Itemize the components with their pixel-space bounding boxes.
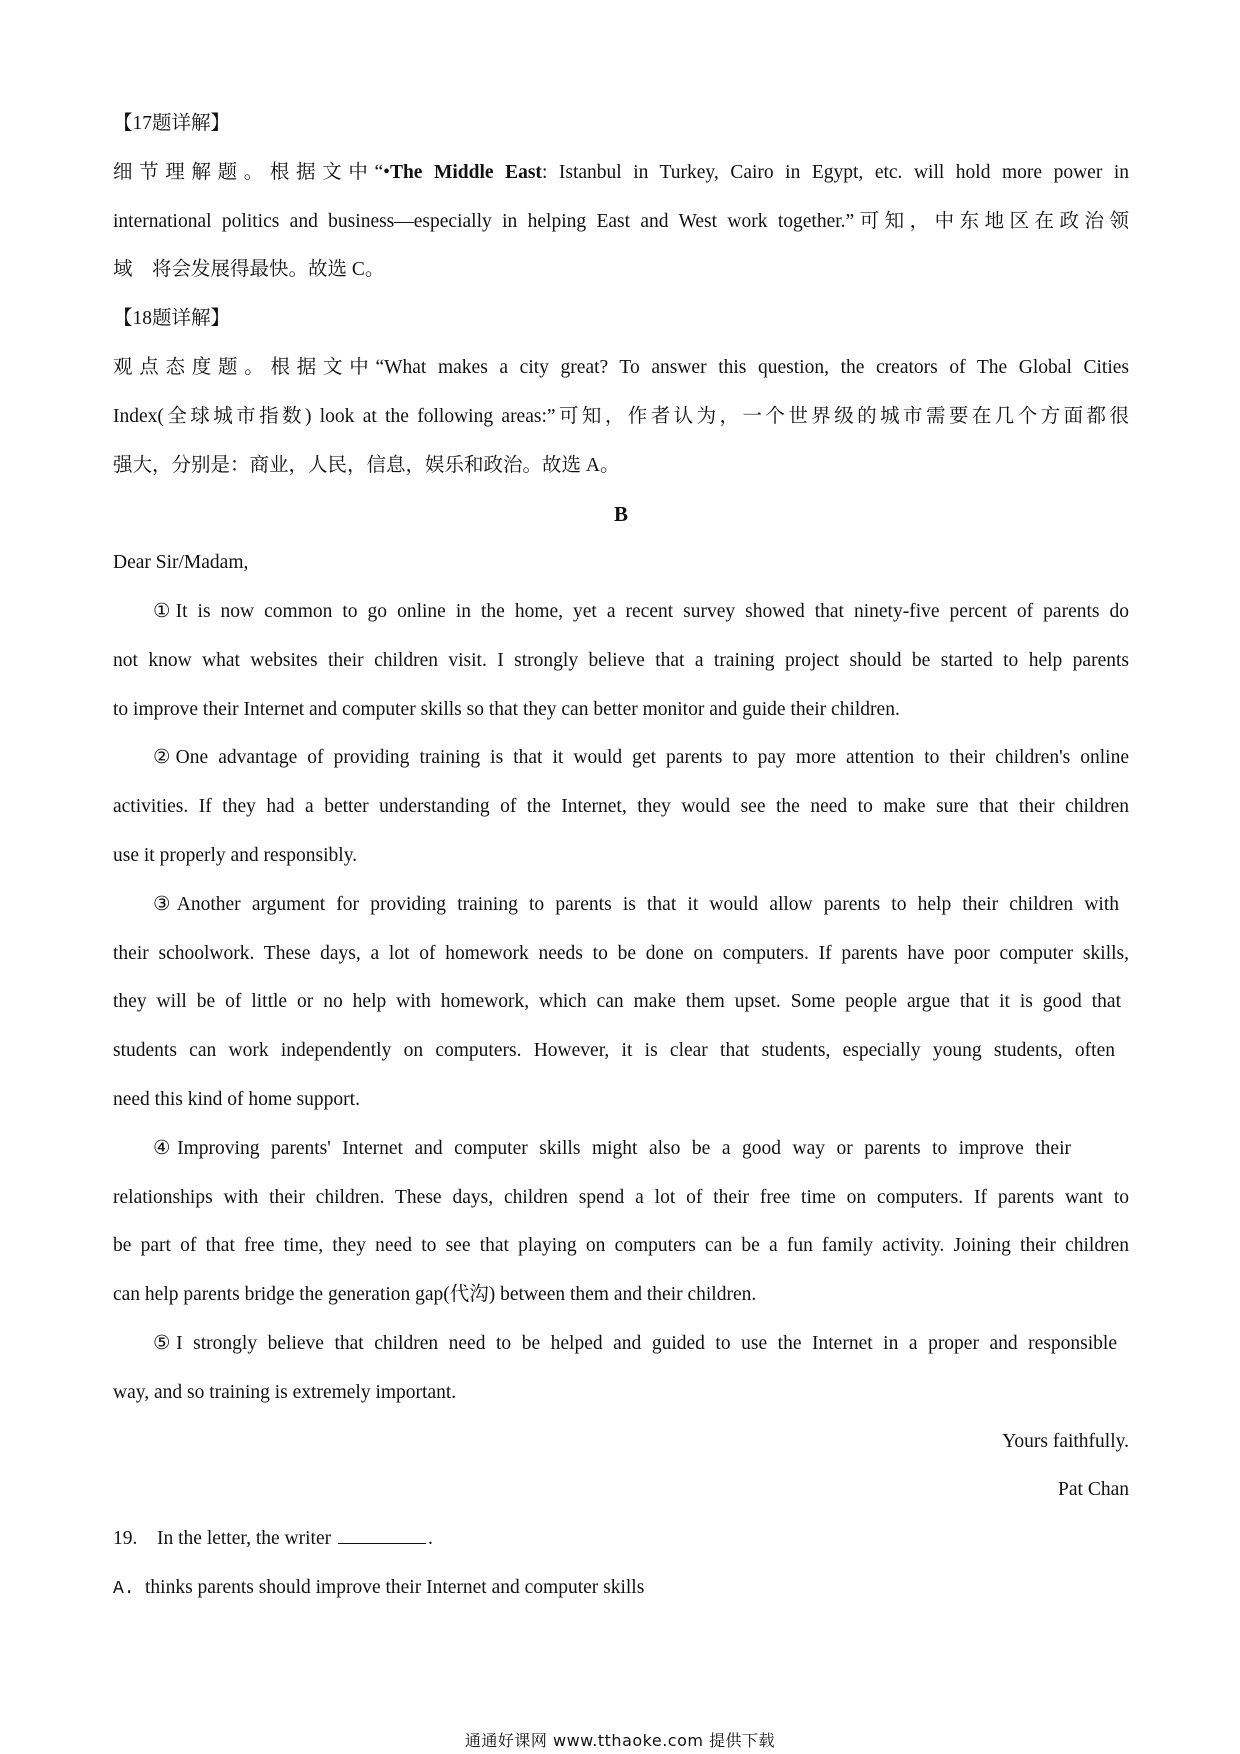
closing: Yours faithfully. (1002, 1430, 1129, 1452)
para3-line-5: need this kind of home support. (113, 1088, 360, 1110)
q17-line-1-post: : Istanbul in Turkey, Cairo in Egypt, etc. will hold more power in (541, 161, 1129, 183)
q18-line-3: 强大，分别是：商业，人民，信息，娱乐和政治。故选 A。 (113, 454, 620, 476)
q17-line-2: international politics and business—especially in helping East and West work together.”可知，中东地区在政治领 (113, 210, 1129, 232)
q17-line-1 (113, 149, 1129, 198)
para3-line-2: their schoolwork. These days, a lot of homework needs to be done on computers. If parents have poor computer skills, (113, 942, 1129, 964)
para2-line-3: use it properly and responsibly. (113, 844, 358, 866)
para4-line-1: ④Improving parents' Internet and computer skills might also be a good way or parents to improve their (153, 1137, 1071, 1159)
q18-heading: 【18题详解】 (113, 308, 231, 330)
question-19 (113, 1515, 1129, 1564)
question-19-stem-end: . (427, 1528, 433, 1550)
q18-line-2: Index(全球城市指数) look at the following areas:”可知，作者认为，一个世界级的城市需要在几个方面都很 (113, 405, 1129, 427)
footer-watermark: 通通好课网 www.tthaoke.com 提供下载 (464, 1731, 776, 1750)
para5-line-2: way, and so training is extremely important. (113, 1381, 457, 1403)
q17-heading: 【17题详解】 (113, 113, 231, 134)
signature: Pat Chan (1058, 1479, 1129, 1501)
q17-line-3: 域 将会发展得最快。故选 C。 (113, 259, 385, 281)
para3-line-4: students can work independently on computers. However, it is clear that students, especially young students, often (113, 1040, 1115, 1062)
para4-line-3: be part of that free time, they need to see that playing on computers can be a fun family activity. Joining their children (113, 1235, 1129, 1257)
para2-line-1: ②One advantage of providing training is that it would get parents to pay more attention to their children's online (153, 747, 1129, 769)
para2-line-2: activities. If they had a better understanding of the Internet, they would see the need to make sure that their children (113, 796, 1129, 818)
para1-line-1: ①It is now common to go online in the home, yet a recent survey showed that ninety-five percent of parents do (153, 600, 1129, 622)
option-a (113, 1564, 1129, 1613)
passage-title: B (613, 502, 628, 527)
para4-line-4: can help parents bridge the generation gap(代沟) between them and their children. (113, 1284, 757, 1306)
para4-line-2: relationships with their children. These days, children spend a lot of their free time on computers. If parents want to (113, 1186, 1129, 1208)
answer-blank (338, 1523, 426, 1544)
document-page (113, 100, 1129, 1613)
para3-line-3: they will be of little or no help with homework, which can make them upset. Some people argue that it is good that (113, 991, 1121, 1013)
para1-line-3: to improve their Internet and computer skills so that they can better monitor and guide their children. (113, 698, 900, 720)
q17-line-1-pre: 细节理解题。根据文中“• (113, 161, 390, 183)
para3-line-1: ③Another argument for providing training to parents is that it would allow parents to help their children with (153, 893, 1119, 915)
question-19-number: 19. (113, 1528, 138, 1550)
option-a-label: A. (113, 1578, 135, 1599)
para5-line-1: ⑤I strongly believe that children need to be helped and guided to use the Internet in a proper and responsible (153, 1332, 1117, 1354)
para1-line-2: not know what websites their children visit. I strongly believe that a training project should be started to help parents (113, 649, 1129, 671)
q18-line-1: 观点态度题。根据文中“What makes a city great? To answer this question, the creators of The Global Cities (113, 356, 1129, 378)
salutation: Dear Sir/Madam, (113, 552, 249, 574)
q17-line-1-bold: The Middle East (389, 161, 542, 183)
option-a-text: thinks parents should improve their Internet and computer skills (145, 1576, 645, 1598)
question-19-stem: In the letter, the writer (157, 1528, 332, 1550)
